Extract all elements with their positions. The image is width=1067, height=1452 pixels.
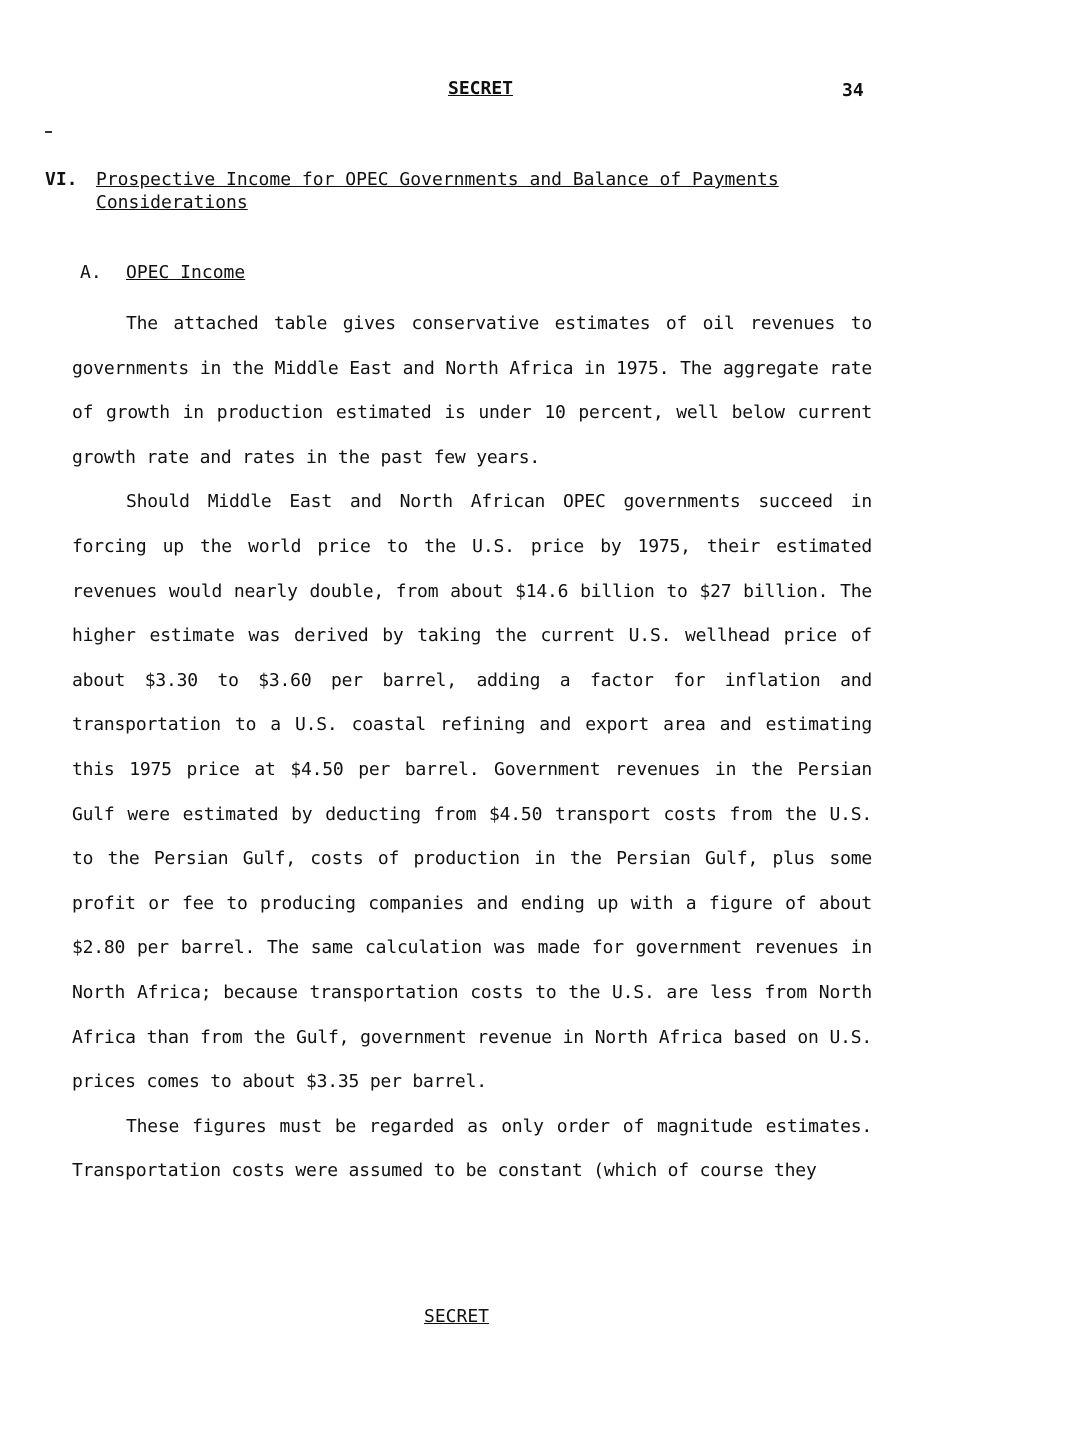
subsection-letter: A.	[80, 262, 102, 283]
classification-marking-top: SECRET	[448, 78, 514, 99]
subsection-title: OPEC Income	[126, 262, 246, 283]
body-text	[72, 302, 872, 1194]
page-number: 34	[842, 80, 864, 101]
section-number: VI.	[45, 169, 78, 190]
subsection-heading	[80, 262, 245, 283]
section-title: Prospective Income for OPEC Governments and Balance of Payments Considerations	[96, 169, 779, 213]
margin-mark	[45, 131, 52, 133]
paragraph: Should Middle East and North African OPEC governments succeed in forcing up the world price to the U.S. price by 1975, their estimated revenues would nearly double, from about $14.6 billion to $27 billion. The higher estimate was derived by taking the current U.S. wellhead price of about $3.30 to $3.60 per barrel, adding a factor for inflation and transportation to a U.S. coastal refining and export area and estimating this 1975 price at $4.50 per barrel. Government revenues in the Persian Gulf were estimated by deducting from $4.50 transport costs from the U.S. to the Persian Gulf, costs of production in the Persian Gulf, plus some profit or fee to producing companies and ending up with a figure of about $2.80 per barrel. The same calculation was made for government revenues in North Africa; because transportation costs to the U.S. are less from North Africa than from the Gulf, government revenue in North Africa based on U.S. prices comes to about $3.35 per barrel.	[72, 491, 872, 1093]
paragraph: These figures must be regarded as only order of magnitude estimates. Transportation costs were assumed to be constant (which of course they	[72, 1115, 872, 1182]
classification-marking-bottom: SECRET	[424, 1306, 490, 1327]
paragraph: The attached table gives conservative estimates of oil revenues to governments in the Middle East and North Africa in 1975. The aggregate rate of growth in production estimated is under 10 percent, well below current growth rate and rates in the past few years.	[72, 313, 872, 468]
